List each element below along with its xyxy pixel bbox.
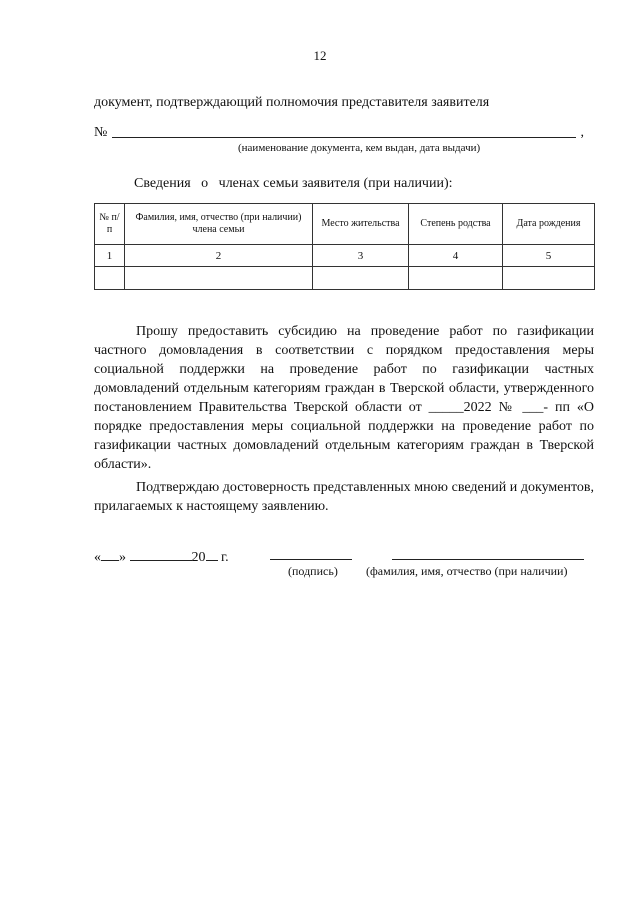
header-cell-number: № п/п xyxy=(95,204,125,245)
request-paragraph-text: Прошу предоставить субсидию на проведение работ по газификации частного домовладения в соответствии с порядком предоставления меры социальной поддержки на проведение работ по газификации частных домовладений отдельным категориям граждан в Тверской области, утвержденного постановлением Правительства Тверской области от _____2022 № ___- пп «О порядке предоставления меры социальной поддержки на проведение работ по газификации частных домовладений отдельным категориям граждан в Тверской области». xyxy=(94,324,594,472)
table-cell[interactable] xyxy=(409,267,503,290)
document-number-hint: (наименование документа, кем выдан, дата выдачи) xyxy=(238,142,481,154)
signature-row xyxy=(94,548,594,588)
year-field[interactable] xyxy=(206,548,218,561)
table-header-row xyxy=(95,204,595,245)
quote-close: » xyxy=(119,550,126,565)
column-number-cell: 1 xyxy=(95,245,125,267)
column-number-cell: 5 xyxy=(503,245,595,267)
signature-hint: (подпись) xyxy=(288,564,338,578)
column-number-cell: 4 xyxy=(409,245,503,267)
number-trailing-comma: , xyxy=(580,125,584,140)
table-cell[interactable] xyxy=(503,267,595,290)
date-field xyxy=(94,548,229,566)
header-cell-full-name: Фамилия, имя, отчество (при наличии) члена семьи xyxy=(125,204,313,245)
representative-document-label: документ, подтверждающий полномочия представителя заявителя xyxy=(94,95,490,110)
family-heading: Сведения о членах семьи заявителя (при наличии): xyxy=(134,176,453,191)
year-prefix: 20 xyxy=(191,550,206,565)
header-cell-relationship: Степень родства xyxy=(409,204,503,245)
column-number-cell: 3 xyxy=(313,245,409,267)
header-cell-birth-date: Дата рождения xyxy=(503,204,595,245)
number-sign: № xyxy=(94,125,108,140)
full-name-hint: (фамилия, имя, отчество (при наличии) xyxy=(366,564,568,578)
year-suffix: г. xyxy=(217,550,229,565)
table-cell[interactable] xyxy=(313,267,409,290)
column-number-cell: 2 xyxy=(125,245,313,267)
document-number-row xyxy=(94,124,594,142)
day-field[interactable] xyxy=(101,548,119,561)
quote-open: « xyxy=(94,550,101,565)
confirm-paragraph xyxy=(94,478,594,516)
document-number-field[interactable] xyxy=(112,137,576,138)
table-cell[interactable] xyxy=(125,267,313,290)
full-name-field[interactable] xyxy=(392,559,584,560)
family-members-table xyxy=(94,203,595,290)
table-row xyxy=(95,245,595,267)
table-cell[interactable] xyxy=(95,267,125,290)
request-paragraph xyxy=(94,322,594,474)
month-field[interactable] xyxy=(130,548,192,561)
confirm-paragraph-text: Подтверждаю достоверность представленных мною сведений и документов, прилагаемых к настоящему заявлению. xyxy=(94,480,594,514)
header-cell-residence: Место жительства xyxy=(313,204,409,245)
page-number: 12 xyxy=(313,48,327,63)
table-row xyxy=(95,267,595,290)
signature-field[interactable] xyxy=(270,559,352,560)
